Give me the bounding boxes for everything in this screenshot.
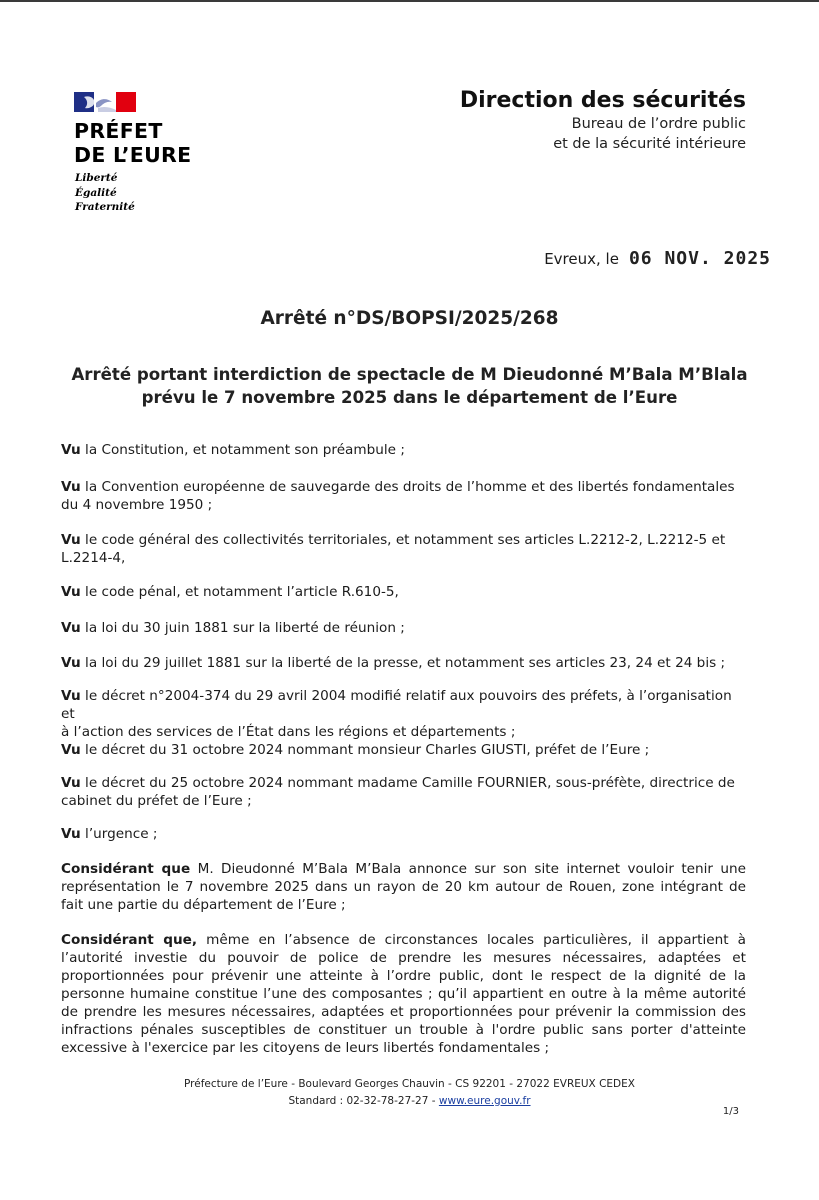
prefet-line-1: PRÉFET <box>74 119 163 143</box>
paragraph-text: la Convention européenne de sauvegarde des droits de l’homme et des libertés fondamentales <box>85 479 735 495</box>
direction-title: Direction des sécurités <box>459 88 746 113</box>
paragraph-vu-constitution <box>61 441 746 459</box>
paragraph-lead: Vu <box>61 442 81 458</box>
footer-website-link[interactable]: www.eure.gouv.fr <box>438 1094 531 1107</box>
paragraph-text: l’autorité investie du pouvoir de police de prendre les mesures nécessaires, adaptées et <box>61 950 746 966</box>
paragraph-text: le décret du 25 octobre 2024 nommant madame Camille FOURNIER, sous-préfète, directrice de <box>85 775 735 791</box>
paragraph-vu-decret-2004 <box>61 687 746 741</box>
paragraph-text: le code général des collectivités territoriales, et notamment ses articles L.2212-2, L.2212-5 et <box>85 532 726 548</box>
prefet-line-2: DE L’EURE <box>74 143 192 167</box>
bureau-line-1: Bureau de l’ordre public <box>571 116 746 132</box>
paragraph-text: excessive à l'exercice par les citoyens de leurs libertés fondamentales ; <box>61 1040 550 1056</box>
paragraph-text: proportionnées pour prévenir une atteinte à l’ordre public, dont le respect de la dignité de la <box>61 968 746 984</box>
footer-address: Préfecture de l’Eure - Boulevard Georges Chauvin - CS 92201 - 27022 EVREUX CEDEX <box>184 1078 635 1090</box>
page-number: 1/3 <box>722 1106 739 1117</box>
paragraph-vu-convention <box>61 478 746 514</box>
paragraph-text: la loi du 29 juillet 1881 sur la liberté de la presse, et notamment ses articles 23, 24 et 24 bis ; <box>85 655 726 671</box>
paragraph-lead: Vu <box>61 688 81 704</box>
paragraph-lead: Vu <box>61 775 81 791</box>
paragraph-lead: Vu <box>61 532 81 548</box>
paragraph-lead: Vu <box>61 655 81 671</box>
paragraph-lead: Considérant que <box>61 861 191 877</box>
paragraph-lead: Vu <box>61 479 81 495</box>
bureau-line-2: et de la sécurité intérieure <box>553 135 746 152</box>
paragraph-text: l’urgence ; <box>85 826 158 842</box>
paragraph-text: la loi du 30 juin 1881 sur la liberté de réunion ; <box>85 620 405 636</box>
paragraph-text: infractions pénales susceptibles de constituer un trouble à l'ordre public sans porter d'atteinte <box>61 1022 746 1038</box>
paragraph-text: le décret du 31 octobre 2024 nommant monsieur Charles GIUSTI, préfet de l’Eure ; <box>85 742 650 758</box>
motto-liberte: Liberté <box>75 172 118 184</box>
republic-motto <box>75 171 135 215</box>
paragraph-text: personne humaine constitue l’une des composantes ; qu’il appartient en outre à la même autorité <box>61 986 746 1002</box>
paragraph-text: le code pénal, et notamment l’article R.610-5, <box>85 584 399 600</box>
paragraph-lead: Vu <box>61 584 81 600</box>
date-line <box>544 248 771 269</box>
motto-fraternite: Fraternité <box>75 201 135 213</box>
page-footer <box>0 1076 819 1109</box>
paragraph-text: représentation le 7 novembre 2025 dans un rayon de 20 km autour de Rouen, zone intégrant de <box>61 879 746 895</box>
paragraph-text: L.2214-4, <box>61 550 126 566</box>
footer-contact <box>0 1093 819 1110</box>
paragraph-text: à l’action des services de l’État dans les régions et départements ; <box>61 724 516 740</box>
arrete-title <box>60 364 759 409</box>
paragraph-vu-loi-reunion <box>61 619 746 637</box>
paragraph-text: M. Dieudonné M’Bala M’Bala annonce sur son site internet vouloir tenir une <box>197 861 747 877</box>
paragraph-lead: Vu <box>61 742 81 758</box>
paragraph-vu-urgence <box>61 825 746 843</box>
paragraph-vu-decret-prefet <box>61 741 746 759</box>
paragraph-text: de prendre les mesures nécessaires, adaptées et proportionnées pour prévenir la commission des <box>61 1004 746 1020</box>
date-stamp: 06 NOV. 2025 <box>628 248 771 269</box>
paragraph-text: le décret n°2004-374 du 29 avril 2004 modifié relatif aux pouvoirs des préfets, à l’organisation et <box>61 688 732 722</box>
prefet-title <box>74 119 191 167</box>
motto-egalite: Égalité <box>75 186 117 199</box>
top-border-line <box>0 0 819 2</box>
paragraph-text: cabinet du préfet de l’Eure ; <box>61 793 252 809</box>
arrete-title-line-2: prévu le 7 novembre 2025 dans le département de l’Eure <box>141 387 678 407</box>
arrete-number: Arrêté n°DS/BOPSI/2025/268 <box>260 308 559 329</box>
marianne-logo-icon <box>74 92 136 112</box>
paragraph-text: la Constitution, et notamment son préambule ; <box>85 442 405 458</box>
paragraph-vu-loi-presse <box>61 654 746 672</box>
paragraph-text: fait une partie du département de l’Eure ; <box>61 897 346 913</box>
paragraph-lead: Vu <box>61 826 81 842</box>
paragraph-considerant-2 <box>61 931 746 1057</box>
paragraph-vu-cgct <box>61 531 746 567</box>
paragraph-lead: Considérant que, <box>61 932 198 948</box>
paragraph-text: du 4 novembre 1950 ; <box>61 497 213 513</box>
paragraph-vu-code-penal <box>61 583 746 601</box>
paragraph-text: même en l’absence de circonstances locales particulières, il appartient à <box>206 932 746 948</box>
footer-standard: Standard : 02-32-78-27-27 - <box>288 1094 436 1107</box>
paragraph-lead: Vu <box>61 620 81 636</box>
paragraph-vu-decret-directrice <box>61 774 746 810</box>
arrete-title-line-1: Arrêté portant interdiction de spectacle de M Dieudonné M’Bala M’Blala <box>71 365 748 384</box>
date-prefix: Evreux, le <box>544 250 619 268</box>
direction-header <box>460 87 746 154</box>
paragraph-considerant-1 <box>61 860 746 914</box>
